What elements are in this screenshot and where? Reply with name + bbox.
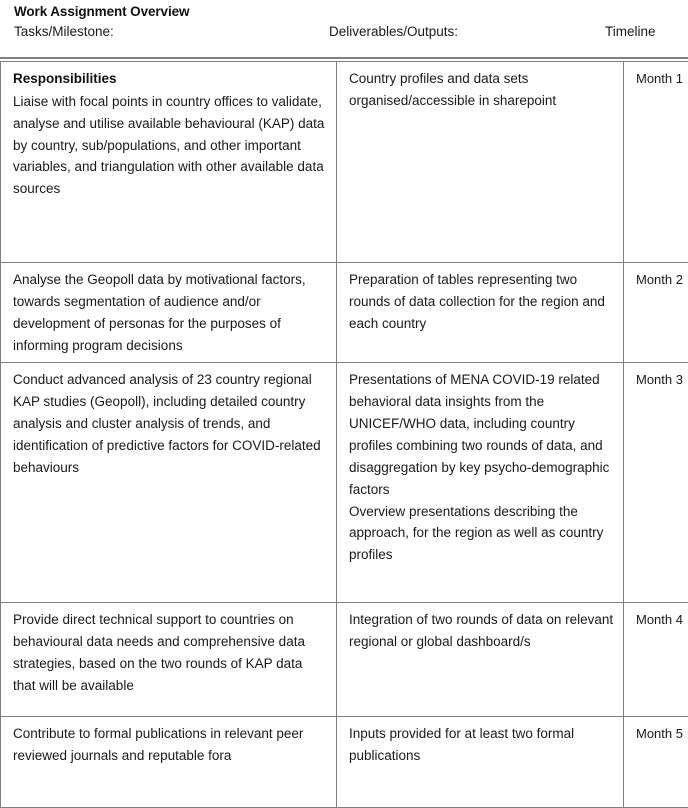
column-heading-deliverables: Deliverables/Outputs:	[329, 24, 458, 39]
task-text: Conduct advanced analysis of 23 country regional KAP studies (Geopoll), including detailed country analysis and cluster analysis of trends, and identification of predictive factors for COVID-related behaviours	[13, 369, 327, 478]
timeline-cell	[624, 263, 688, 363]
timeline-value: Month 2	[636, 272, 683, 287]
timeline-cell	[624, 603, 688, 717]
deliverable-cell	[337, 363, 624, 603]
work-assignment-table	[0, 61, 688, 808]
deliverable-text: Integration of two rounds of data on relevant regional or global dashboard/s	[349, 609, 614, 653]
deliverable-cell	[337, 263, 624, 363]
column-headings	[0, 24, 688, 50]
document-header	[0, 0, 688, 59]
deliverable-text: Preparation of tables representing two rounds of data collection for the region and each country	[349, 269, 614, 335]
timeline-value: Month 5	[636, 726, 683, 741]
timeline-cell	[624, 62, 688, 263]
deliverable-cell	[337, 62, 624, 263]
task-cell	[1, 363, 337, 603]
task-cell	[1, 603, 337, 717]
deliverable-cell	[337, 717, 624, 808]
table-row	[1, 263, 688, 363]
deliverable-text: Presentations of MENA COVID-19 related behavioral data insights from the UNICEF/WHO data, including country profiles combining two rounds of data, and disaggregation by key psycho-demographic factors	[349, 369, 614, 500]
task-text: Provide direct technical support to countries on behavioural data needs and comprehensive data strategies, based on the two rounds of KAP data that will be available	[13, 609, 327, 696]
timeline-value: Month 3	[636, 372, 683, 387]
work-assignment-table-wrapper	[0, 61, 663, 808]
timeline-value: Month 4	[636, 612, 683, 627]
table-row	[1, 717, 688, 808]
timeline-value: Month 1	[636, 71, 683, 86]
column-heading-tasks: Tasks/Milestone:	[14, 24, 114, 39]
column-heading-timeline: Timeline	[605, 24, 656, 39]
task-cell	[1, 62, 337, 263]
table-row	[1, 603, 688, 717]
timeline-cell	[624, 717, 688, 808]
task-text: Liaise with focal points in country offices to validate, analyse and utilise available behavioural (KAP) data by country, sub/populations, and other important variables, and triangulation with other available data sources	[13, 91, 327, 200]
deliverable-text: Country profiles and data sets organised/accessible in sharepoint	[349, 68, 614, 112]
table-row	[1, 363, 688, 603]
deliverable-text: Inputs provided for at least two formal publications	[349, 723, 614, 767]
deliverable-text-secondary: Overview presentations describing the approach, for the region as well as country profiles	[349, 501, 614, 567]
timeline-cell	[624, 363, 688, 603]
task-cell	[1, 717, 337, 808]
task-cell	[1, 263, 337, 363]
task-text: Analyse the Geopoll data by motivational factors, towards segmentation of audience and/or development of personas for the purposes of informing program decisions	[13, 269, 327, 356]
task-text: Contribute to formal publications in relevant peer reviewed journals and reputable fora	[13, 723, 327, 767]
table-row	[1, 62, 688, 263]
deliverable-cell	[337, 603, 624, 717]
task-heading: Responsibilities	[13, 68, 327, 90]
page-title: Work Assignment Overview	[14, 4, 189, 19]
